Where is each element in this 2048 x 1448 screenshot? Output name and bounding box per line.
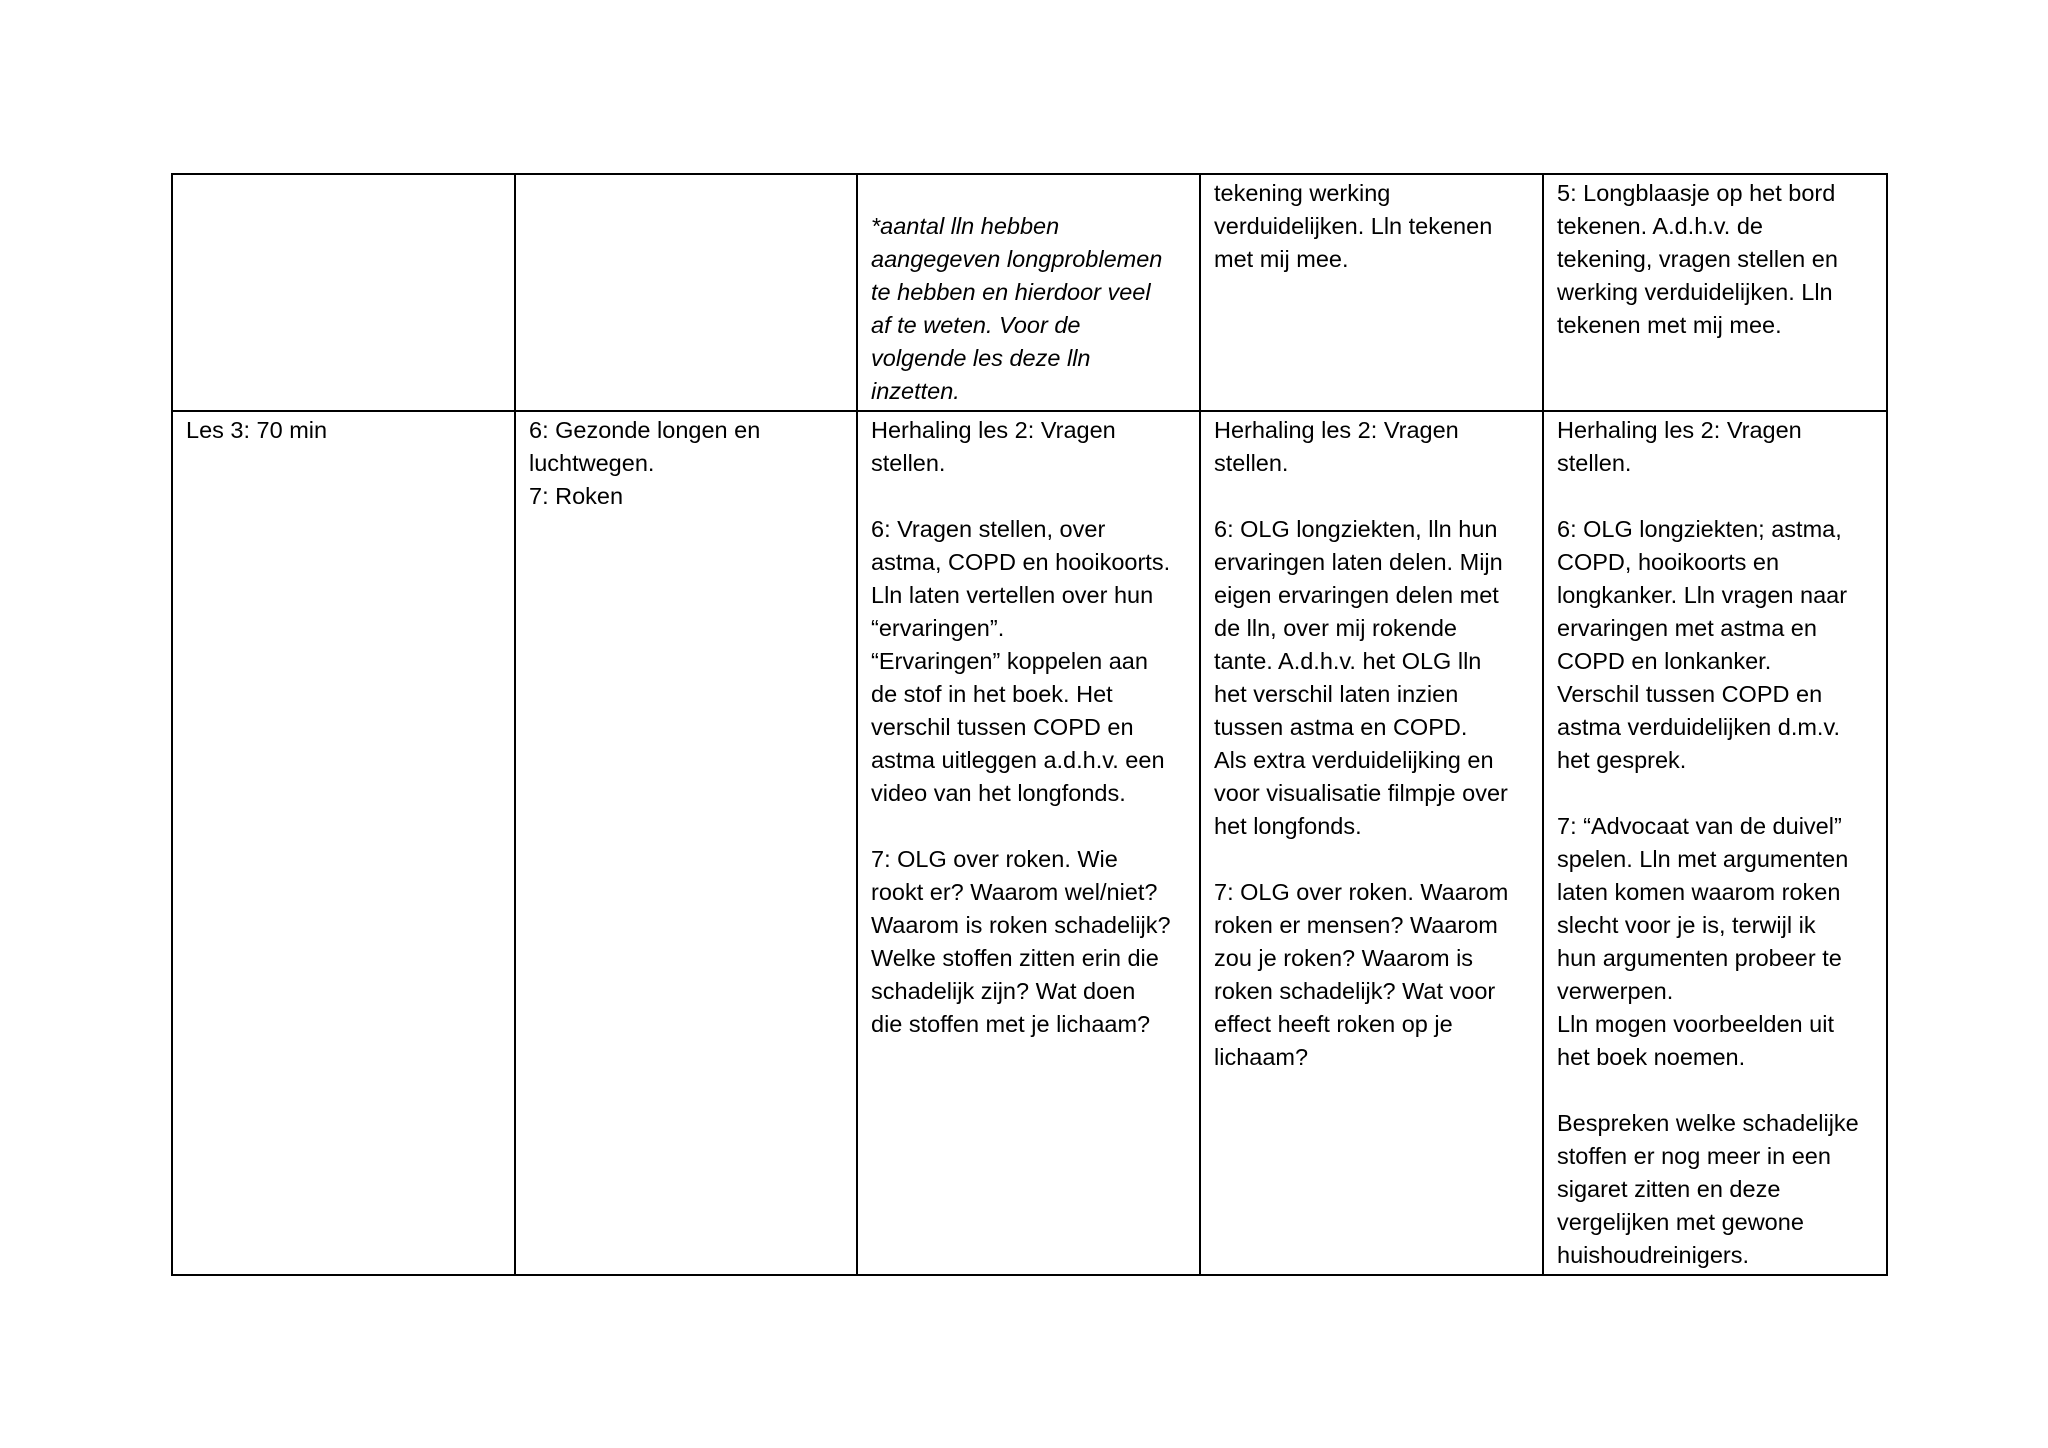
cell-note-text: *aantal lln hebben aangegeven longproblemen te hebben en hierdoor veel af te weten. Voor de volgende les deze lln inzetten. xyxy=(871,213,1163,404)
table-cell-r1c3 xyxy=(857,174,1200,411)
cell-paragraph: 6: Vragen stellen, over astma, COPD en hooikoorts. Lln laten vertellen over hun “ervaringen”. “Ervaringen” koppelen aan de stof in het boek. Het verschil tussen COPD en astma uitleggen a.d.h.v. een video van het longfonds. xyxy=(871,516,1171,806)
table-cell-r1c2 xyxy=(515,174,857,411)
table-row xyxy=(172,411,1887,1275)
cell-text: tekening werking verduidelijken. Lln tekenen met mij mee. xyxy=(1214,180,1493,272)
lesson-topics: 6: Gezonde longen en luchtwegen. 7: Roken xyxy=(529,417,761,509)
cell-paragraph: 6: OLG longziekten, lln hun ervaringen laten delen. Mijn eigen ervaringen delen met de lln, over mij rokende tante. A.d.h.v. het OLG lln het verschil laten inzien tussen astma en COPD. Als extra verduidelijking en voor visualisatie filmpje over het longfonds. xyxy=(1214,516,1508,839)
blank-line xyxy=(1214,843,1530,876)
lesson-plan-table xyxy=(171,173,1888,1276)
cell-paragraph: Herhaling les 2: Vragen stellen. xyxy=(1214,417,1459,476)
blank-line xyxy=(1557,777,1874,810)
blank-line xyxy=(1557,480,1874,513)
table-cell-r2c5 xyxy=(1543,411,1887,1275)
cell-paragraph: 7: OLG over roken. Waarom roken er mensen? Waarom zou je roken? Waarom is roken schadelijk? Wat voor effect heeft roken op je lichaam? xyxy=(1214,879,1509,1070)
table-row xyxy=(172,174,1887,411)
table-cell-r2c4 xyxy=(1200,411,1543,1275)
cell-paragraph: 7: OLG over roken. Wie rookt er? Waarom wel/niet? Waarom is roken schadelijk? Welke stoffen zitten erin die schadelijk zijn? Wat doen die stoffen met je lichaam? xyxy=(871,846,1171,1037)
cell-paragraph: Bespreken welke schadelijke stoffen er nog meer in een sigaret zitten en deze vergelijken met gewone huishoudreinigers. xyxy=(1557,1110,1859,1268)
cell-paragraph: Herhaling les 2: Vragen stellen. xyxy=(871,417,1116,476)
table-cell-r2c3 xyxy=(857,411,1200,1275)
cell-paragraph: Herhaling les 2: Vragen stellen. xyxy=(1557,417,1802,476)
table-cell-r1c4 xyxy=(1200,174,1543,411)
table-cell-r2c1 xyxy=(172,411,515,1275)
blank-line xyxy=(871,177,1187,210)
table-cell-r1c1 xyxy=(172,174,515,411)
blank-line xyxy=(871,810,1187,843)
blank-line xyxy=(1214,480,1530,513)
table-cell-r2c2 xyxy=(515,411,857,1275)
lesson-label: Les 3: 70 min xyxy=(186,417,328,443)
cell-paragraph: 6: OLG longziekten; astma, COPD, hooikoorts en longkanker. Lln vragen naar ervaringen met astma en COPD en lonkanker. Verschil tussen COPD en astma verduidelijken d.m.v. het gesprek. xyxy=(1557,516,1848,773)
cell-text: 5: Longblaasje op het bord tekenen. A.d.h.v. de tekening, vragen stellen en werking verduidelijken. Lln tekenen met mij mee. xyxy=(1557,180,1838,338)
cell-paragraph: 7: “Advocaat van de duivel” spelen. Lln met argumenten laten komen waarom roken slecht voor je is, terwijl ik hun argumenten probeer te verwerpen. Lln mogen voorbeelden uit het boek noemen. xyxy=(1557,813,1849,1070)
blank-line xyxy=(1557,1074,1874,1107)
blank-line xyxy=(871,480,1187,513)
table-cell-r1c5 xyxy=(1543,174,1887,411)
